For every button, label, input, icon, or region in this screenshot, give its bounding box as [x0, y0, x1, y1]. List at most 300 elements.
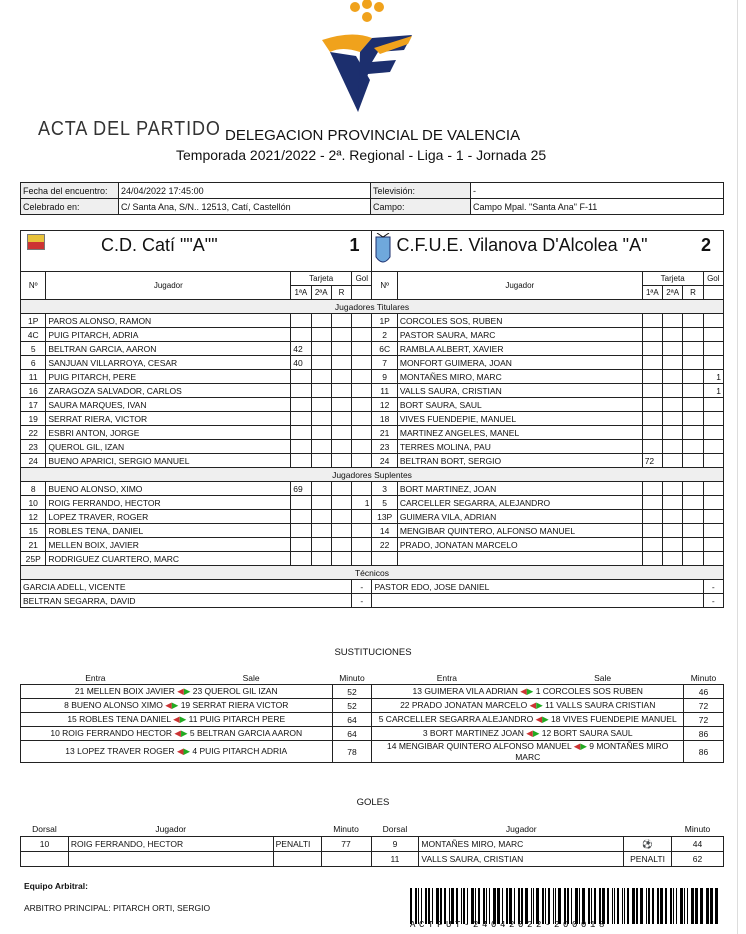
away-red — [683, 454, 703, 468]
home-yellow2 — [311, 412, 331, 426]
home-player-name: MELLEN BOIX, JAVIER — [46, 538, 291, 552]
away-red — [683, 482, 703, 496]
home-player-name: PUIG PITARCH, PERE — [46, 370, 291, 384]
player-row — [21, 398, 724, 412]
home-yellow2 — [311, 538, 331, 552]
home-player-number: 19 — [21, 412, 46, 426]
substitutions-title: SUSTITUCIONES — [334, 647, 412, 658]
away-goal-minute: 62 — [672, 852, 724, 867]
home-num-header: Nº — [21, 272, 46, 300]
home-player-number: 10 — [21, 496, 46, 510]
home-player-out: 23 QUEROL GIL IZAN — [192, 686, 278, 696]
away-yellow2 — [663, 398, 683, 412]
player-row — [21, 482, 724, 496]
away-minute-header: Minuto — [683, 671, 723, 685]
away-player-number: 23 — [372, 440, 397, 454]
away-yellow2 — [663, 356, 683, 370]
away-red — [683, 510, 703, 524]
home-goals — [352, 370, 372, 384]
barcode-bar — [415, 888, 417, 924]
away-player-name: TERRES MOLINA, PAU — [397, 440, 642, 454]
barcode-bar — [444, 888, 446, 924]
away-goals — [703, 454, 723, 468]
home-goals — [352, 328, 372, 342]
home-player-number: 11 — [21, 370, 46, 384]
home-red — [331, 342, 351, 356]
home-player-name: PUIG PITARCH, ADRIA — [46, 328, 291, 342]
away-yellow2 — [663, 510, 683, 524]
player-row — [21, 510, 724, 524]
date-label: Fecha del encuentro: — [21, 183, 119, 199]
barcode-bar — [579, 888, 580, 924]
home-goals — [352, 426, 372, 440]
substitution-row — [21, 727, 724, 741]
barcode-bar — [607, 888, 609, 924]
home-player-number: 15 — [21, 524, 46, 538]
barcode-bar — [536, 888, 539, 924]
home-player-name: LOPEZ TRAVER, ROGER — [46, 510, 291, 524]
home-yellow2 — [311, 482, 331, 496]
home-yellow1 — [291, 398, 311, 412]
barcode-bar — [687, 888, 688, 924]
barcode-bar — [588, 888, 590, 924]
away-substitution — [372, 699, 684, 713]
away-sub-minute: 46 — [683, 685, 723, 699]
away-staff-name — [372, 594, 703, 608]
away-player-in: 3 BORT MARTINEZ JOAN — [422, 728, 524, 738]
barcode-bar — [648, 888, 650, 924]
away-player-number: 7 — [372, 356, 397, 370]
away-player-name: VALLS SAURA, CRISTIAN — [397, 384, 642, 398]
away-team-name: C.F.U.E. Vilanova D'Alcolea "A" — [396, 235, 648, 255]
away-player-name: BELTRAN BORT, SERGIO — [397, 454, 642, 468]
away-yellow2 — [663, 370, 683, 384]
substitution-row — [21, 699, 724, 713]
away-goals — [703, 510, 723, 524]
home-yellow1 — [291, 426, 311, 440]
home-yellow1 — [291, 412, 311, 426]
away-substitution — [372, 713, 684, 727]
home-player-number: 23 — [21, 440, 46, 454]
referee-team-title: Equipo Arbitral: — [24, 881, 88, 891]
away-red — [683, 496, 703, 510]
away-player-number: 24 — [372, 454, 397, 468]
home-player-name: ZARAGOZA SALVADOR, CARLOS — [46, 384, 291, 398]
away-goals — [703, 412, 723, 426]
away-goal-player: MONTAÑES MIRO, MARC — [419, 837, 624, 852]
home-yellow1 — [291, 314, 311, 328]
home-substitution — [21, 713, 333, 727]
away-player-name: VIVES FUENDEPIE, MANUEL — [397, 412, 642, 426]
away-red — [683, 370, 703, 384]
home-substitution — [21, 741, 333, 763]
away-yellow2 — [663, 538, 683, 552]
away-yellow1 — [642, 342, 662, 356]
home-staff-name: GARCIA ADELL, VICENTE — [21, 580, 352, 594]
home-yellow2 — [311, 370, 331, 384]
barcode-bar — [525, 888, 528, 924]
home-yellow1 — [291, 454, 311, 468]
home-yellow1 — [291, 524, 311, 538]
home-goals — [352, 524, 372, 538]
away-goals — [703, 496, 723, 510]
away-card-header: Tarjeta — [642, 272, 703, 286]
away-player-in: 14 MENGIBAR QUINTERO ALFONSO MANUEL — [387, 741, 572, 751]
substitutes-heading: Jugadores Suplentes — [21, 468, 724, 482]
home-player-number: 12 — [21, 510, 46, 524]
barcode-bar — [652, 888, 654, 924]
away-red — [683, 342, 703, 356]
barcode-bar — [632, 888, 635, 924]
away-red — [683, 524, 703, 538]
home-player-out: 11 PUIG PITARCH PERE — [188, 714, 286, 724]
home-team-name: C.D. Catí ""A"" — [101, 235, 218, 255]
swap-arrows-icon: ◀▶ — [165, 700, 179, 710]
away-player-number — [372, 552, 397, 566]
away-yellow1 — [642, 496, 662, 510]
away-yellow2 — [663, 454, 683, 468]
home-yellow2 — [311, 328, 331, 342]
home-player-header: Jugador — [46, 272, 291, 300]
substitutes-section — [21, 468, 724, 566]
barcode-bar — [440, 888, 442, 924]
home-yellow2 — [311, 384, 331, 398]
away-in-header: Entra — [372, 671, 522, 685]
barcode-bar — [700, 888, 703, 924]
barcode-bar — [660, 888, 663, 924]
barcode-bar — [461, 888, 462, 924]
barcode-bar — [471, 888, 474, 924]
home-goals — [352, 440, 372, 454]
home-goals — [352, 454, 372, 468]
field-label: Campo: — [371, 199, 471, 215]
lineups-table — [20, 230, 724, 608]
barcode-bar — [706, 888, 709, 924]
home-goals — [352, 398, 372, 412]
home-player-number: 16 — [21, 384, 46, 398]
home-red — [331, 328, 351, 342]
home-player-name: PAROS ALONSO, RAMON — [46, 314, 291, 328]
away-crest-icon — [375, 233, 391, 269]
away-red-header: R — [683, 286, 703, 300]
away-player-out: 1 CORCOLES SOS RUBEN — [535, 686, 643, 696]
away-goal-player-header: Jugador — [505, 824, 537, 834]
barcode-bar — [533, 888, 534, 924]
home-goals — [352, 342, 372, 356]
home-yellow1 — [291, 370, 311, 384]
away-goals — [703, 356, 723, 370]
away-sub-minute: 86 — [683, 741, 723, 763]
goals-title: GOLES — [356, 797, 390, 808]
barcode-bar — [486, 888, 487, 924]
away-sub-minute: 72 — [683, 713, 723, 727]
barcode — [410, 888, 722, 924]
away-yellow1 — [642, 398, 662, 412]
report-title: ACTA DEL PARTIDO — [38, 118, 221, 140]
swap-arrows-icon: ◀▶ — [573, 741, 587, 751]
away-yellow1 — [642, 426, 662, 440]
barcode-bar — [553, 888, 554, 924]
barcode-bar — [673, 888, 674, 924]
away-staff-value: - — [703, 594, 723, 608]
match-info-table — [20, 182, 724, 215]
away-player-name: PRADO, JONATAN MARCELO — [397, 538, 642, 552]
away-player-name: BORT MARTINEZ, JOAN — [397, 482, 642, 496]
home-player-in: 15 ROBLES TENA DANIEL — [67, 714, 171, 724]
away-yellow1 — [642, 328, 662, 342]
player-row — [21, 440, 724, 454]
home-player-name: RODRIGUEZ CUARTERO, MARC — [46, 552, 291, 566]
barcode-bar — [421, 888, 422, 924]
barcode-bar — [612, 888, 613, 924]
away-player-name: MENGIBAR QUINTERO, ALFONSO MANUEL — [397, 524, 642, 538]
home-player-name: ESBRI ANTON, JORGE — [46, 426, 291, 440]
away-player-name: MONTAÑES MIRO, MARC — [397, 370, 642, 384]
away-goal-header: Gol — [703, 272, 723, 286]
home-player-name: ROIG FERRANDO, HECTOR — [46, 496, 291, 510]
away-red — [683, 552, 703, 566]
tv-label: Televisión: — [371, 183, 471, 199]
home-player-name: BELTRAN GARCIA, AARON — [46, 342, 291, 356]
barcode-bar — [545, 888, 546, 924]
away-goals — [703, 552, 723, 566]
home-goal-minute — [321, 852, 371, 867]
away-goal-dorsal: 9 — [371, 837, 419, 852]
away-yellow1: 72 — [642, 454, 662, 468]
home-red — [331, 426, 351, 440]
home-red — [331, 440, 351, 454]
home-yellow2-header: 2ªA — [311, 286, 331, 300]
barcode-bar — [624, 888, 625, 924]
barcode-bar — [582, 888, 585, 924]
home-yellow1-header: 1ªA — [291, 286, 311, 300]
away-player-name: BORT SAURA, SAUL — [397, 398, 642, 412]
home-staff-name: BELTRAN SEGARRA, DAVID — [21, 594, 352, 608]
away-yellow1 — [642, 412, 662, 426]
home-sub-minute: 64 — [332, 727, 372, 741]
away-yellow2 — [663, 552, 683, 566]
home-dorsal-header: Dorsal — [32, 824, 57, 834]
away-goal-type: ⚽ — [624, 837, 672, 852]
home-red — [331, 314, 351, 328]
home-yellow2 — [311, 552, 331, 566]
place-value: C/ Santa Ana, S/N.. 12513, Catí, Castellón — [119, 199, 371, 215]
home-goals — [352, 552, 372, 566]
barcode-bar — [591, 888, 592, 924]
away-yellow2 — [663, 440, 683, 454]
barcode-bar — [622, 888, 623, 924]
away-yellow1 — [642, 482, 662, 496]
away-red — [683, 328, 703, 342]
away-player-number: 13P — [372, 510, 397, 524]
swap-arrows-icon: ◀▶ — [176, 746, 191, 756]
home-player-number: 25P — [21, 552, 46, 566]
home-goals — [352, 412, 372, 426]
tv-value: - — [471, 183, 724, 199]
home-player-out: 5 BELTRAN GARCIA AARON — [189, 728, 303, 738]
barcode-bar — [493, 888, 496, 924]
home-goals — [352, 510, 372, 524]
home-crest-icon — [27, 234, 45, 250]
goal-row — [21, 837, 724, 852]
barcode-bar — [436, 888, 439, 924]
barcode-bar — [676, 888, 677, 924]
referee-name: ARBITRO PRINCIPAL: PITARCH ORTI, SERGIO — [24, 903, 211, 913]
home-player-number: 8 — [21, 482, 46, 496]
away-staff-value: - — [703, 580, 723, 594]
home-goal-header: Gol — [352, 272, 372, 286]
barcode-bar — [571, 888, 572, 924]
home-yellow2 — [311, 314, 331, 328]
home-red — [331, 482, 351, 496]
player-row — [21, 342, 724, 356]
home-sub-minute: 64 — [332, 713, 372, 727]
home-red — [331, 384, 351, 398]
away-player-number: 14 — [372, 524, 397, 538]
home-goal-dorsal — [21, 852, 69, 867]
home-goal-player: ROIG FERRANDO, HECTOR — [68, 837, 273, 852]
home-goal-type — [273, 852, 321, 867]
home-goals: 1 — [352, 496, 372, 510]
barcode-bar — [489, 888, 490, 924]
away-yellow2 — [663, 426, 683, 440]
player-row — [21, 328, 724, 342]
home-player-number: 17 — [21, 398, 46, 412]
away-player-number: 3 — [372, 482, 397, 496]
home-goal-type: PENALTI — [273, 837, 321, 852]
barcode-bar — [463, 888, 465, 924]
home-substitution — [21, 699, 333, 713]
home-yellow2 — [311, 496, 331, 510]
field-value: Campo Mpal. "Santa Ana" F-11 — [471, 199, 724, 215]
home-minute-header: Minuto — [332, 671, 372, 685]
home-yellow1: 69 — [291, 482, 311, 496]
barcode-bar — [432, 888, 433, 924]
home-red-header: R — [331, 286, 351, 300]
home-goal-player — [68, 852, 273, 867]
home-yellow1: 42 — [291, 342, 311, 356]
federation-logo — [312, 0, 422, 120]
barcode-bar — [575, 888, 578, 924]
home-yellow2 — [311, 426, 331, 440]
away-yellow2 — [663, 412, 683, 426]
barcode-bar — [497, 888, 500, 924]
away-yellow2 — [663, 384, 683, 398]
barcode-bar — [410, 888, 412, 924]
away-red — [683, 314, 703, 328]
swap-arrows-icon: ◀▶ — [173, 714, 187, 724]
home-yellow1: 40 — [291, 356, 311, 370]
home-red — [331, 538, 351, 552]
away-player-number: 11 — [372, 384, 397, 398]
home-player-in: 13 LOPEZ TRAVER ROGER — [65, 746, 175, 756]
away-player-number: 2 — [372, 328, 397, 342]
away-yellow2 — [663, 496, 683, 510]
barcode-bar — [594, 888, 596, 924]
away-red — [683, 426, 703, 440]
home-yellow1 — [291, 440, 311, 454]
player-row — [21, 426, 724, 440]
away-player-number: 1P — [372, 314, 397, 328]
away-staff-name: PASTOR EDO, JOSE DANIEL — [372, 580, 703, 594]
away-red — [683, 440, 703, 454]
home-player-in: 10 ROIG FERRANDO HECTOR — [50, 728, 173, 738]
home-yellow1 — [291, 496, 311, 510]
home-red — [331, 510, 351, 524]
away-goals — [703, 398, 723, 412]
barcode-bar — [428, 888, 430, 924]
away-player-out: 12 BORT SAURA SAUL — [541, 728, 633, 738]
player-row — [21, 412, 724, 426]
home-red — [331, 496, 351, 510]
away-goals — [703, 426, 723, 440]
home-goals — [352, 314, 372, 328]
barcode-bar — [684, 888, 685, 924]
home-goals — [352, 482, 372, 496]
away-yellow1 — [642, 370, 662, 384]
away-goals — [703, 482, 723, 496]
barcode-bar — [695, 888, 698, 924]
player-row — [21, 552, 724, 566]
home-yellow1 — [291, 384, 311, 398]
home-goal-minute-header: Minuto — [333, 824, 359, 834]
home-substitution — [21, 685, 333, 699]
home-goals — [352, 538, 372, 552]
home-player-number: 6 — [21, 356, 46, 370]
substitution-row — [21, 741, 724, 763]
home-red — [331, 524, 351, 538]
swap-arrows-icon: ◀▶ — [520, 686, 534, 696]
away-player-in: 13 GUIMERA VILA ADRIAN — [412, 686, 518, 696]
barcode-bar — [521, 888, 523, 924]
barcode-bar — [617, 888, 619, 924]
away-substitution — [372, 727, 684, 741]
away-yellow1 — [642, 440, 662, 454]
barcode-bar — [467, 888, 468, 924]
away-goals: 1 — [703, 370, 723, 384]
home-sub-minute: 52 — [332, 685, 372, 699]
home-out-header: Sale — [170, 671, 332, 685]
home-player-in: 8 BUENO ALONSO XIMO — [64, 700, 163, 710]
barcode-bar — [514, 888, 515, 924]
home-score: 1 — [349, 235, 360, 255]
away-yellow1 — [642, 538, 662, 552]
away-out-header: Sale — [522, 671, 684, 685]
starters-heading: Jugadores Titulares — [21, 300, 724, 314]
away-player-number: 22 — [372, 538, 397, 552]
away-player-header: Jugador — [397, 272, 642, 300]
substitution-row — [21, 713, 724, 727]
place-label: Celebrado en: — [21, 199, 119, 215]
away-goals — [703, 314, 723, 328]
away-red — [683, 356, 703, 370]
away-red — [683, 538, 703, 552]
home-player-name: BUENO ALONSO, XIMO — [46, 482, 291, 496]
home-sub-minute: 52 — [332, 699, 372, 713]
away-yellow2 — [663, 342, 683, 356]
home-red — [331, 398, 351, 412]
away-goals: 1 — [703, 384, 723, 398]
home-yellow2 — [311, 454, 331, 468]
home-goals — [352, 384, 372, 398]
swap-arrows-icon: ◀▶ — [174, 728, 188, 738]
away-yellow2 — [663, 328, 683, 342]
home-yellow2 — [311, 510, 331, 524]
home-yellow1 — [291, 328, 311, 342]
away-player-name: CORCOLES SOS, RUBEN — [397, 314, 642, 328]
goals-table — [20, 822, 724, 867]
away-player-name: MARTINEZ ANGELES, MANEL — [397, 426, 642, 440]
